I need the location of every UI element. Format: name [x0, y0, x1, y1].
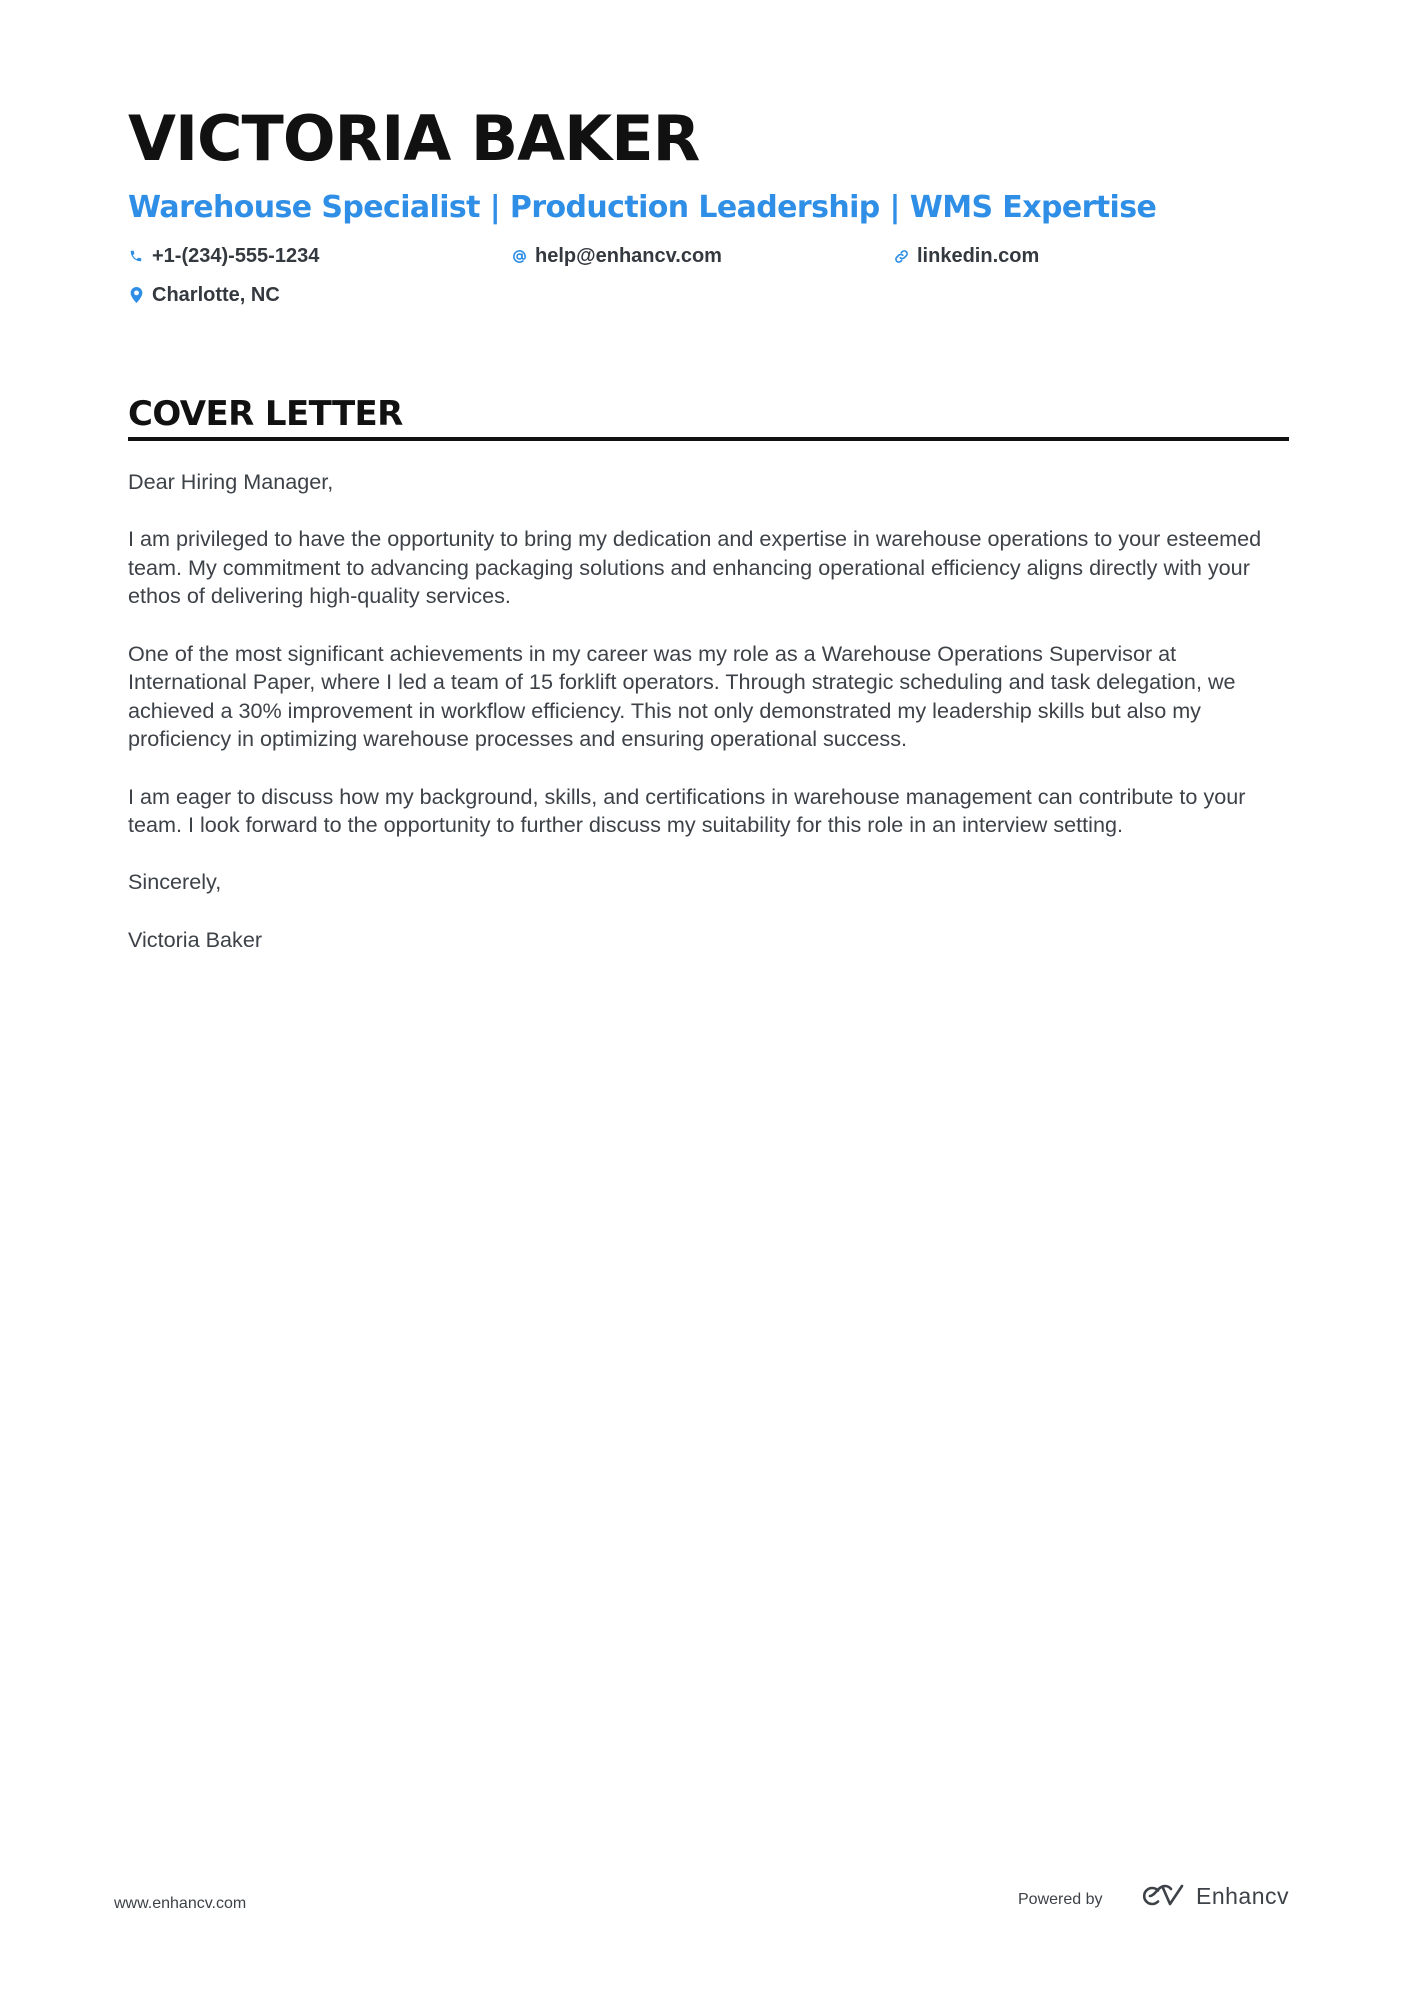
footer-url[interactable]: www.enhancv.com [114, 1895, 247, 1912]
email-text[interactable]: help@enhancv.com [535, 245, 722, 267]
section-divider [128, 437, 1289, 441]
contact-phone [128, 244, 319, 268]
enhancv-logo-icon [1138, 1882, 1186, 1910]
letter-paragraph: One of the most significant achievements in my career was my role as a Warehouse Operations Supervisor at International Paper, where I led a team of 15 forklift operators. Through strategic scheduling and task delegation, we achieved a 30% improvement in workflow efficiency. This not only demonstrated my leadership skills but also my proficiency in optimizing warehouse processes and ensuring operational success. [128, 640, 1236, 752]
at-icon [511, 248, 527, 264]
letter-greeting: Dear Hiring Manager, [128, 469, 334, 494]
section-title: COVER LETTER [128, 394, 403, 434]
letter-paragraph: I am eager to discuss how my background, skills, and certifications in warehouse management can contribute to your team. I look forward to the opportunity to further discuss my suitability for this role in an interview setting. [128, 783, 1246, 838]
candidate-headline: Warehouse Specialist | Production Leadership | WMS Expertise [128, 190, 1157, 225]
candidate-name: VICTORIA BAKER [128, 102, 700, 175]
contact-email[interactable] [511, 244, 722, 268]
location-text: Charlotte, NC [152, 284, 280, 306]
letter-closing: Sincerely, [128, 869, 222, 895]
contact-location [128, 283, 280, 307]
phone-text: +1-(234)-555-1234 [152, 245, 320, 267]
letter-paragraph: I am privileged to have the opportunity to bring my dedication and expertise in warehouse operations to your esteemed team. My commitment to advancing packaging solutions and enhancing operational efficiency aligns directly with your ethos of delivering high-quality services. [128, 526, 1262, 609]
letter-body [128, 468, 1289, 983]
phone-icon [128, 248, 144, 264]
linkedin-text[interactable]: linkedin.com [917, 245, 1040, 267]
letter-signature: Victoria Baker [128, 926, 263, 952]
link-icon [893, 248, 909, 264]
map-pin-icon [128, 287, 144, 303]
brand-wordmark: Enhancv [1196, 1882, 1290, 1909]
powered-by-label: Powered by [1018, 1891, 1103, 1908]
brand-logo[interactable] [1138, 1882, 1289, 1910]
contact-linkedin[interactable] [893, 244, 1039, 268]
